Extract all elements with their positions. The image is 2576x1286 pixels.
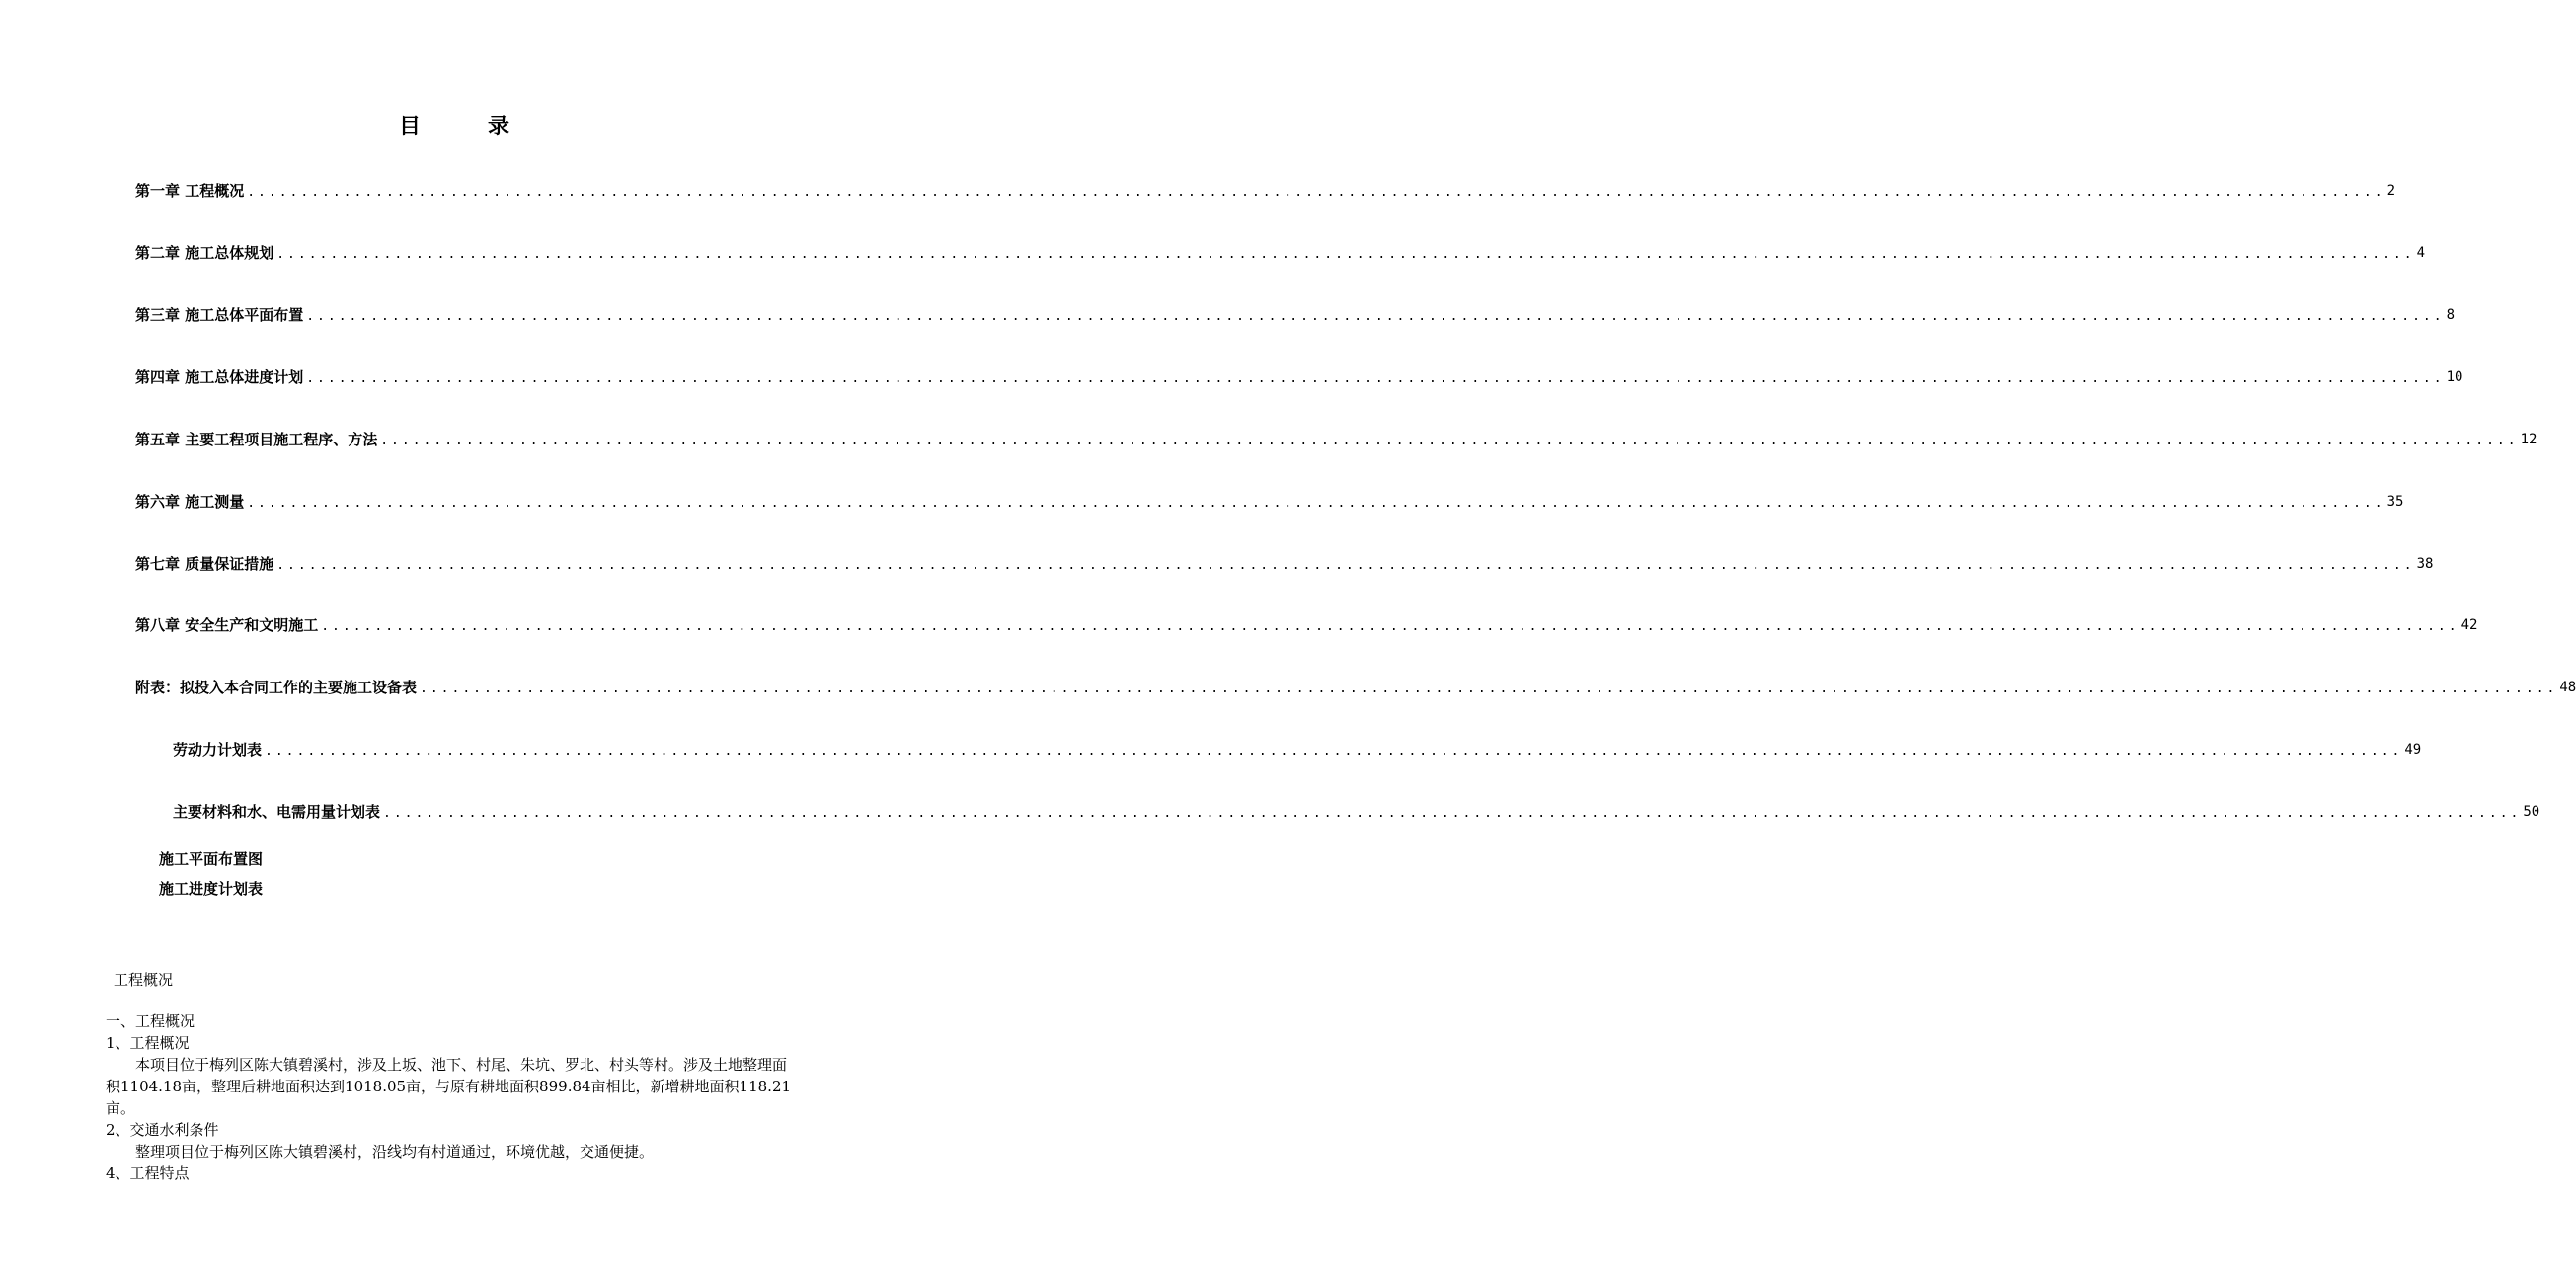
toc-extra-item[interactable]: 施工进度计划表	[159, 880, 264, 898]
toc-leader-dots: ........................................................................................................................................................................................................	[276, 558, 2415, 573]
toc-title: 目录	[398, 115, 577, 139]
toc-entry-label: 第四章 施工总体进度计划	[135, 368, 304, 386]
toc-page-number: 4	[2416, 245, 2426, 261]
item-title: 4、工程特点	[106, 1165, 190, 1182]
toc-entry[interactable]	[135, 241, 2426, 265]
toc-page-number: 12	[2520, 432, 2537, 447]
toc-page-number: 48	[2559, 680, 2576, 695]
toc-entry-label: 第三章 施工总体平面布置	[135, 306, 304, 324]
toc-entry[interactable]	[173, 800, 2540, 824]
toc-entry-label: 附表：拟投入本合同工作的主要施工设备表	[135, 679, 418, 696]
toc-entry[interactable]	[135, 179, 2396, 202]
section-heading: 工程概况	[114, 971, 174, 989]
toc-entry[interactable]	[135, 676, 2576, 699]
toc-page-number: 2	[2386, 183, 2396, 199]
toc-page-number: 50	[2523, 804, 2540, 820]
toc-leader-dots: ........................................................................................................................................................................................................	[265, 744, 2403, 759]
toc-entry-label: 第八章 安全生产和文明施工	[135, 616, 319, 634]
toc-leader-dots: ........................................................................................................................................................................................................	[383, 806, 2522, 821]
toc-page-number: 10	[2446, 369, 2463, 385]
toc-leader-dots: ........................................................................................................................................................................................................	[380, 434, 2519, 448]
toc-page-number: 35	[2386, 494, 2404, 510]
toc-page-number: 42	[2460, 617, 2478, 633]
toc-entry[interactable]	[135, 428, 2537, 451]
item-title: 1、工程概况	[106, 1034, 190, 1052]
toc-entry-label: 第二章 施工总体规划	[135, 244, 274, 262]
toc-entry[interactable]	[135, 490, 2404, 514]
toc-extra-item[interactable]: 施工平面布置图	[159, 850, 264, 868]
item-title: 2、交通水利条件	[106, 1121, 219, 1139]
toc-entry-label: 第六章 施工测量	[135, 493, 245, 511]
toc-leader-dots: ........................................................................................................................................................................................................	[276, 247, 2415, 262]
toc-leader-dots: ........................................................................................................................................................................................................	[247, 496, 2385, 511]
toc-leader-dots: ........................................................................................................................................................................................................	[321, 619, 2459, 634]
item-paragraph: 整理项目位于梅列区陈大镇碧溪村，沿线均有村道通过，环境优越，交通便捷。	[135, 1143, 655, 1161]
toc-entry-label: 劳动力计划表	[173, 741, 263, 759]
item-paragraph: 本项目位于梅列区陈大镇碧溪村，涉及上坂、池下、村尾、朱坑、罗北、村头等村。涉及土地整理面积1104.18亩，整理后耕地面积达到1018.05亩，与原有耕地面积899.84亩相比，新增耕地面积118.21亩。	[106, 1056, 792, 1117]
toc-entry[interactable]	[135, 303, 2456, 327]
toc-entry-label: 主要材料和水、电需用量计划表	[173, 803, 381, 821]
toc-page-number: 8	[2446, 307, 2456, 323]
toc-leader-dots: ........................................................................................................................................................................................................	[247, 185, 2385, 200]
section-subheading: 一、工程概况	[106, 1012, 195, 1030]
toc-entry[interactable]	[135, 365, 2463, 389]
toc-entry[interactable]	[135, 613, 2478, 637]
toc-page-number: 38	[2416, 556, 2434, 572]
toc-leader-dots: ........................................................................................................................................................................................................	[306, 309, 2445, 324]
toc-page-number: 49	[2404, 742, 2422, 758]
toc-entry-label: 第七章 质量保证措施	[135, 555, 274, 573]
toc-entry-label: 第一章 工程概况	[135, 182, 245, 200]
toc-leader-dots: ........................................................................................................................................................................................................	[306, 371, 2445, 386]
toc-entry-label: 第五章 主要工程项目施工程序、方法	[135, 431, 378, 448]
toc-entry[interactable]	[173, 738, 2422, 762]
toc-leader-dots: ........................................................................................................................................................................................................	[420, 682, 2558, 696]
toc-entry[interactable]	[135, 552, 2434, 576]
